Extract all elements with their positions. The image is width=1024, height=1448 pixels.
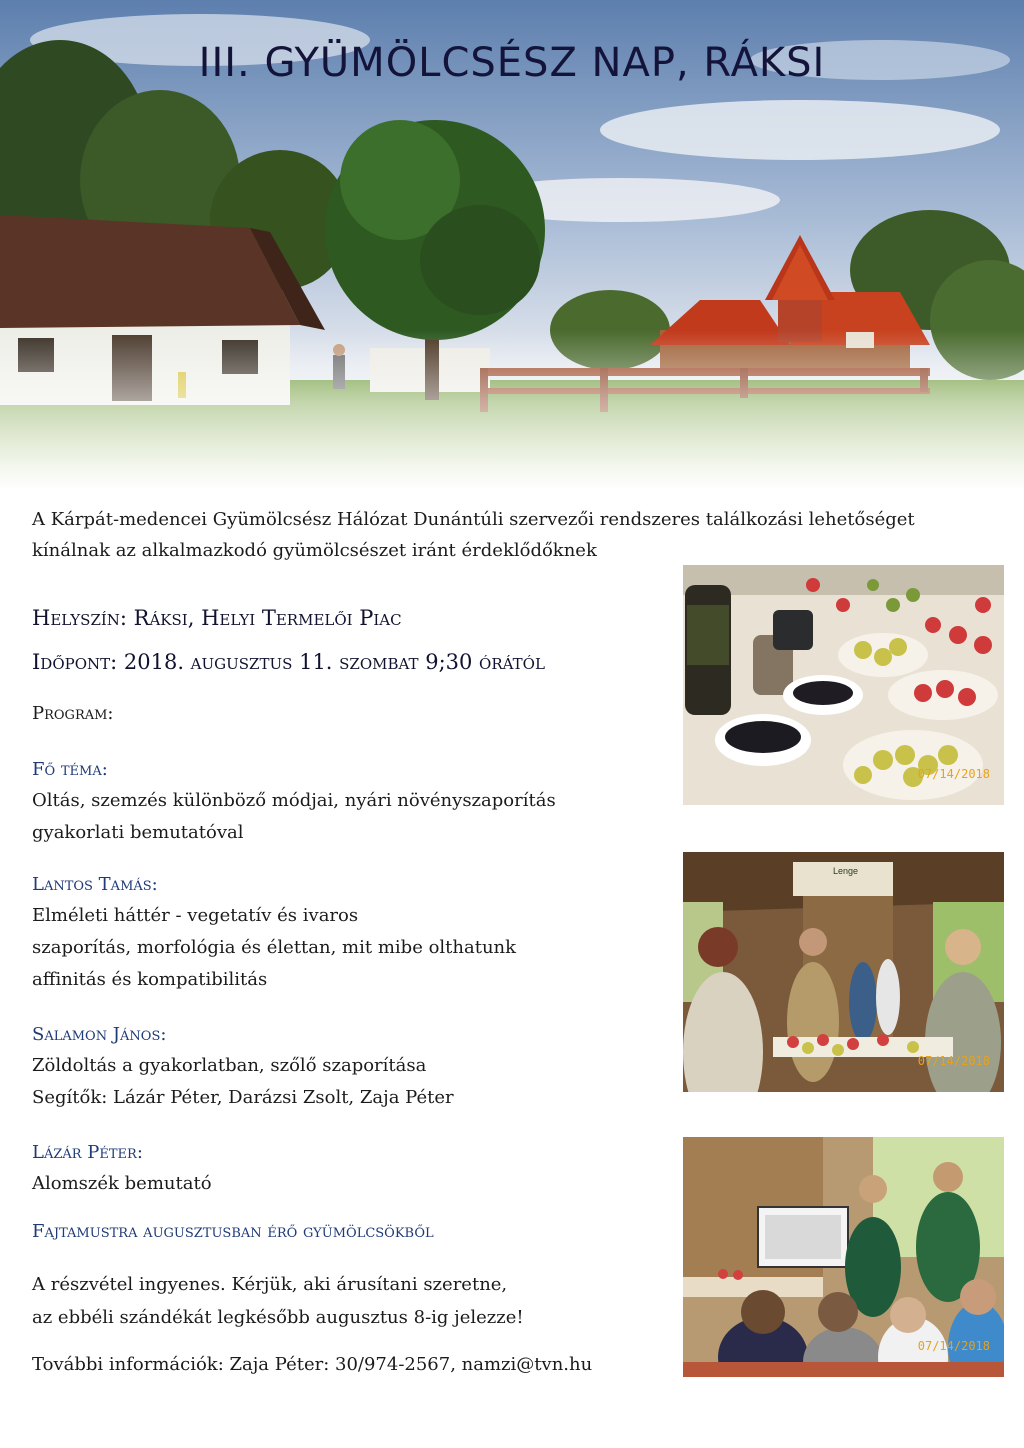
block-line: Alomszék bemutató <box>32 1173 212 1194</box>
block-line: Oltás, szemzés különböző módjai, nyári növényszaporítás <box>32 790 556 811</box>
hero-photo <box>0 0 1024 490</box>
block-label: Fő téma: <box>32 759 108 780</box>
block-line: szaporítás, morfológia és élettan, mit mibe olthatunk <box>32 937 517 958</box>
program-block-lazar <box>32 1138 652 1200</box>
program-block-main-topic <box>32 755 652 849</box>
event-meta <box>32 596 672 684</box>
block-label: Lázár Péter: <box>32 1142 143 1163</box>
hero-fade <box>0 330 1024 490</box>
location-line: Helyszín: Ráksi, Helyi Termelői Piac <box>32 606 402 630</box>
photo-pavilion-crowd <box>683 852 1004 1092</box>
block-line: Segítők: Lázár Péter, Darázsi Zsolt, Zaja Péter <box>32 1087 454 1108</box>
sign-title: Lenge <box>833 866 859 876</box>
photo-fruit-table <box>683 565 1004 805</box>
program-block-lantos <box>32 870 652 996</box>
block-line: gyakorlati bemutatóval <box>32 822 244 843</box>
program-heading: Program: <box>32 703 114 724</box>
block-label: Salamon János: <box>32 1024 167 1045</box>
block-line: Zöldoltás a gyakorlatban, szőlő szaporítása <box>32 1055 427 1076</box>
block-line: Elméleti háttér - vegetatív és ivaros <box>32 905 359 926</box>
block-label: Lantos Tamás: <box>32 874 158 895</box>
participation-notice <box>32 1268 652 1334</box>
photo-date-stamp: 07/14/2018 <box>917 1054 990 1068</box>
date-line: Időpont: 2018. augusztus 11. szombat 9;30 órától <box>32 650 545 674</box>
photo-date-stamp: 07/14/2018 <box>917 767 990 781</box>
fajtamustra-heading: Fajtamustra augusztusban érő gyümölcsökből <box>32 1221 434 1242</box>
notice-line: A részvétel ingyenes. Kérjük, aki árusítani szeretne, <box>32 1274 508 1295</box>
block-line: affinitás és kompatibilitás <box>32 969 268 990</box>
notice-line: az ebbéli szándékát legkésőbb augusztus 8-ig jelezze! <box>32 1307 524 1328</box>
photo-presentation <box>683 1137 1004 1377</box>
page-title: III. GYÜMÖLCSÉSZ NAP, RÁKSI <box>198 40 826 86</box>
program-block-salamon <box>32 1020 652 1114</box>
photo-date-stamp: 07/14/2018 <box>917 1339 990 1353</box>
intro-text: A Kárpát-medencei Gyümölcsész Hálózat Dunántúli szervezői rendszeres találkozási lehetőséget kínálnak az alkalmazkodó gyümölcsészet iránt érdeklődőknek <box>32 509 915 561</box>
contact-info: További információk: Zaja Péter: 30/974-2567, namzi@tvn.hu <box>32 1354 593 1375</box>
